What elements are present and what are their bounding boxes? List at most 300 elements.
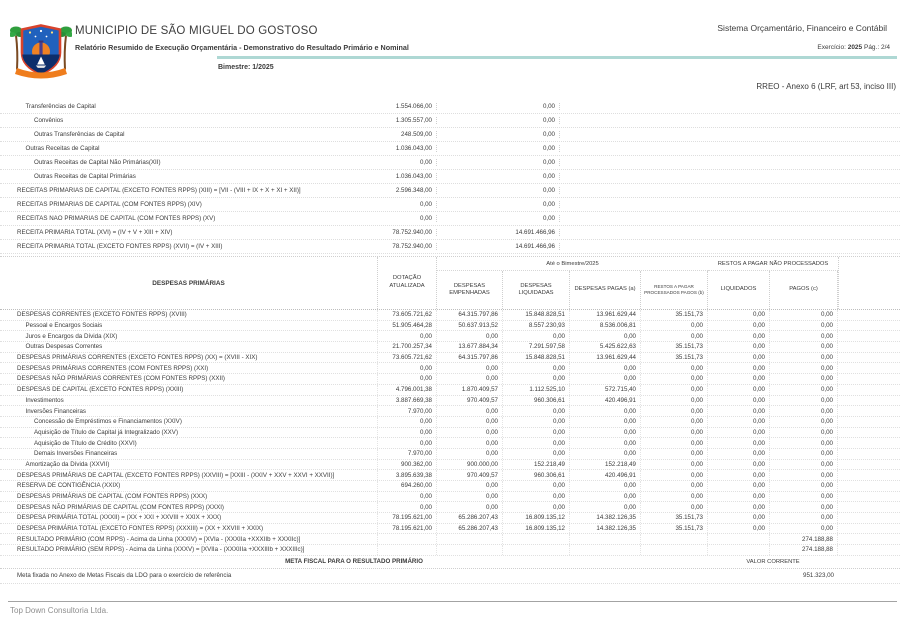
row-label: Convênios xyxy=(34,117,64,124)
meta-row-value: 951.323,00 xyxy=(803,572,834,580)
cell-restos-processados: 0,00 xyxy=(641,492,708,502)
cell-pagos: 0,00 xyxy=(770,417,838,427)
cell-empenhadas: 50.637.913,52 xyxy=(437,321,503,331)
row-spacer xyxy=(838,524,900,534)
cell-empenhadas: 0,00 xyxy=(437,363,503,373)
cell-empenhadas: 0,00 xyxy=(437,374,503,384)
cell-liquidados xyxy=(708,545,770,555)
cell-dotacao: 3.887.669,38 xyxy=(378,396,437,406)
table-row xyxy=(0,545,900,556)
cell-liquidadas: 0,00 xyxy=(503,492,570,502)
cell-dotacao: 1.036.043,00 xyxy=(317,145,437,152)
cell-empenhadas: 0,00 xyxy=(437,417,503,427)
table-row xyxy=(0,240,900,254)
cell-liquidadas: 0,00 xyxy=(503,428,570,438)
table-row xyxy=(0,114,900,128)
meta-fiscal-header xyxy=(0,556,900,569)
cell-dotacao: 0,00 xyxy=(317,215,437,222)
report-body xyxy=(0,100,900,584)
row-spacer xyxy=(838,310,900,320)
cell-ate-bimestre: 0,00 xyxy=(437,201,560,208)
cell-liquidadas: 0,00 xyxy=(503,331,570,341)
cell-restos-processados xyxy=(641,545,708,555)
cell-liquidados: 0,00 xyxy=(708,385,770,395)
cell-pagas: 8.536.006,81 xyxy=(570,321,641,331)
table-row xyxy=(0,353,900,364)
cell-dotacao: 248.509,00 xyxy=(317,131,437,138)
row-label: DESPESAS NÃO PRIMÁRIAS DE CAPITAL (COM FONTES RPPS) (XXXI) xyxy=(0,502,378,512)
cell-pagas: 0,00 xyxy=(570,481,641,491)
cell-ate-bimestre: 14.691.466,96 xyxy=(437,229,560,236)
row-spacer xyxy=(838,363,900,373)
exercise-page-label xyxy=(817,44,890,51)
group-title-bimestre: Até o Bimestre/2025 xyxy=(437,257,708,271)
cell-restos-processados: 0,00 xyxy=(641,481,708,491)
cell-pagas: 14.382.126,35 xyxy=(570,524,641,534)
cell-empenhadas: 970.409,57 xyxy=(437,396,503,406)
page-title: MUNICIPIO DE SÃO MIGUEL DO GOSTOSO xyxy=(75,25,318,37)
table-row xyxy=(0,481,900,492)
cell-pagos: 0,00 xyxy=(770,502,838,512)
cell-dotacao: 1.305.557,00 xyxy=(317,117,437,124)
cell-dotacao: 51.905.464,28 xyxy=(378,321,437,331)
row-spacer xyxy=(838,353,900,363)
column-header-restos-processados: RESTOS A PAGAR PROCESSADOS PAGOS (b) xyxy=(641,271,708,309)
cell-dotacao: 1.554.066,00 xyxy=(317,103,437,110)
row-spacer xyxy=(838,406,900,416)
cell-dotacao: 7.970,00 xyxy=(378,406,437,416)
cell-liquidadas: 0,00 xyxy=(503,502,570,512)
cell-pagas: 420.496,91 xyxy=(570,470,641,480)
despesas-title: DESPESAS PRIMÁRIAS xyxy=(0,257,378,309)
cell-pagos: 0,00 xyxy=(770,492,838,502)
cell-restos-processados: 0,00 xyxy=(641,396,708,406)
bimester-label: Bimestre: 1/2025 xyxy=(218,64,274,71)
cell-pagas: 0,00 xyxy=(570,331,641,341)
cell-liquidadas: 0,00 xyxy=(503,406,570,416)
row-label: Pessoal e Encargos Sociais xyxy=(0,321,378,331)
cell-dotacao: 0,00 xyxy=(378,438,437,448)
cell-restos-processados: 35.151,73 xyxy=(641,524,708,534)
cell-pagas: 152.218,49 xyxy=(570,460,641,470)
cell-liquidadas: 960.306,61 xyxy=(503,396,570,406)
row-label: RECEITAS NÃO PRIMÁRIAS DE CAPITAL (COM FONTES RPPS) (XV) xyxy=(17,215,216,222)
exercise-value: 2025 xyxy=(847,44,863,51)
table-row xyxy=(0,198,900,212)
row-label: DESPESA PRIMÁRIA TOTAL (EXCETO FONTES RPPS) (XXXIII) = (XX + XXVIII + XXIX) xyxy=(0,524,378,534)
row-spacer xyxy=(838,502,900,512)
row-spacer xyxy=(838,513,900,523)
cell-restos-processados: 35.151,73 xyxy=(641,342,708,352)
cell-dotacao: 0,00 xyxy=(378,417,437,427)
row-label: RECEITAS PRIMÁRIAS DE CAPITAL (COM FONTES RPPS) (XIV) xyxy=(17,201,202,208)
cell-pagos: 0,00 xyxy=(770,396,838,406)
cell-dotacao: 2.596.348,00 xyxy=(317,187,437,194)
cell-liquidados: 0,00 xyxy=(708,374,770,384)
row-label: Concessão de Empréstimos e Financiamentos (XXIV) xyxy=(0,417,378,427)
table-row xyxy=(0,226,900,240)
cell-pagas xyxy=(570,534,641,544)
row-spacer xyxy=(838,342,900,352)
cell-pagos: 0,00 xyxy=(770,385,838,395)
cell-dotacao: 0,00 xyxy=(317,159,437,166)
cell-liquidados: 0,00 xyxy=(708,438,770,448)
table-row xyxy=(0,156,900,170)
cell-empenhadas: 64.315.797,86 xyxy=(437,353,503,363)
exercise-label: Exercício: xyxy=(817,44,848,51)
table-row xyxy=(0,460,900,471)
cell-liquidadas: 0,00 xyxy=(503,449,570,459)
cell-pagos: 0,00 xyxy=(770,438,838,448)
cell-dotacao: 73.605.721,62 xyxy=(378,310,437,320)
cell-liquidados: 0,00 xyxy=(708,342,770,352)
cell-liquidadas: 0,00 xyxy=(503,374,570,384)
table-row xyxy=(0,417,900,428)
cell-restos-processados: 0,00 xyxy=(641,331,708,341)
cell-dotacao: 0,00 xyxy=(378,363,437,373)
cell-pagas: 5.425.622,63 xyxy=(570,342,641,352)
cell-dotacao: 78.752.940,00 xyxy=(317,229,437,236)
cell-restos-processados xyxy=(641,534,708,544)
cell-restos-processados: 0,00 xyxy=(641,385,708,395)
table-row xyxy=(0,128,900,142)
cell-liquidadas: 0,00 xyxy=(503,438,570,448)
cell-dotacao: 78.752.940,00 xyxy=(317,243,437,250)
column-header-pagas: DESPESAS PAGAS (a) xyxy=(570,271,641,309)
cell-ate-bimestre: 0,00 xyxy=(437,159,560,166)
meta-row-label: Meta fixada no Anexo de Metas Fiscais da LDO para o exercício de referência xyxy=(17,572,232,580)
row-label: DESPESAS PRIMÁRIAS CORRENTES (COM FONTES RPPS) (XXI) xyxy=(0,363,378,373)
cell-dotacao: 0,00 xyxy=(317,201,437,208)
cell-dotacao: 900.362,00 xyxy=(378,460,437,470)
cell-liquidadas: 0,00 xyxy=(503,417,570,427)
table-row xyxy=(0,449,900,460)
cell-liquidados: 0,00 xyxy=(708,492,770,502)
cell-ate-bimestre: 0,00 xyxy=(437,103,560,110)
cell-liquidadas: 0,00 xyxy=(503,363,570,373)
cell-pagos: 0,00 xyxy=(770,406,838,416)
cell-pagas: 0,00 xyxy=(570,374,641,384)
table-row xyxy=(0,212,900,226)
cell-pagas: 0,00 xyxy=(570,438,641,448)
row-spacer xyxy=(838,417,900,427)
cell-pagas: 0,00 xyxy=(570,417,641,427)
row-label: DESPESAS PRIMÁRIAS DE CAPITAL (COM FONTES RPPS) (XXX) xyxy=(0,492,378,502)
cell-restos-processados: 0,00 xyxy=(641,363,708,373)
cell-pagas: 0,00 xyxy=(570,406,641,416)
row-label: RECEITA PRIMÁRIA TOTAL (EXCETO FONTES RPPS) (XVII) = (IV + XIII) xyxy=(17,243,223,250)
row-label: DESPESAS DE CAPITAL (EXCETO FONTES RPPS) (XXIII) xyxy=(0,385,378,395)
cell-liquidados: 0,00 xyxy=(708,481,770,491)
row-spacer xyxy=(838,449,900,459)
cell-pagos: 0,00 xyxy=(770,449,838,459)
report-subtitle: Relatório Resumido de Execução Orçamentária - Demonstrativo do Resultado Primário e Nominal xyxy=(75,43,409,52)
row-label: Outras Receitas de Capital xyxy=(25,145,100,152)
cell-liquidados: 0,00 xyxy=(708,502,770,512)
cell-ate-bimestre: 0,00 xyxy=(437,117,560,124)
row-label: DESPESAS PRIMÁRIAS DE CAPITAL (EXCETO FONTES RPPS) (XXVIII) = [XXIII - (XXIV + XXV + XXVI + XXVII)] xyxy=(0,470,378,480)
cell-restos-processados: 0,00 xyxy=(641,502,708,512)
cell-liquidadas: 8.557.230,93 xyxy=(503,321,570,331)
row-label: Outras Transferências de Capital xyxy=(34,131,125,138)
cell-empenhadas: 1.870.409,57 xyxy=(437,385,503,395)
despesas-table-header xyxy=(0,256,900,310)
row-label: RECEITA PRIMÁRIA TOTAL (XVI) = (IV + V + XIII + XIV) xyxy=(17,229,173,236)
cell-empenhadas: 0,00 xyxy=(437,449,503,459)
cell-pagas: 13.961.629,44 xyxy=(570,310,641,320)
table-row xyxy=(0,513,900,524)
cell-pagos: 0,00 xyxy=(770,310,838,320)
cell-pagos: 0,00 xyxy=(770,470,838,480)
row-spacer xyxy=(838,321,900,331)
cell-empenhadas: 970.409,57 xyxy=(437,470,503,480)
row-label: Amortização da Dívida (XXVII) xyxy=(0,460,378,470)
table-row xyxy=(0,492,900,503)
cell-empenhadas xyxy=(437,545,503,555)
row-label: RESULTADO PRIMÁRIO (COM RPPS) - Acima da Linha (XXXIV) = [XVIa - (XXXIIa +XXXIIb + XXXIIc)] xyxy=(0,534,378,544)
cell-empenhadas: 13.677.884,34 xyxy=(437,342,503,352)
group-title-restos: RESTOS A PAGAR NÃO PROCESSADOS xyxy=(708,257,838,271)
cell-pagos: 0,00 xyxy=(770,524,838,534)
cell-liquidados: 0,00 xyxy=(708,310,770,320)
cell-ate-bimestre: 0,00 xyxy=(437,215,560,222)
cell-liquidados: 0,00 xyxy=(708,331,770,341)
cell-dotacao: 78.195.621,00 xyxy=(378,513,437,523)
table-row xyxy=(0,524,900,535)
cell-dotacao: 0,00 xyxy=(378,502,437,512)
cell-dotacao: 3.895.639,38 xyxy=(378,470,437,480)
table-row xyxy=(0,502,900,513)
row-spacer xyxy=(838,374,900,384)
cell-pagos: 0,00 xyxy=(770,374,838,384)
cell-liquidadas: 16.809.135,12 xyxy=(503,513,570,523)
cell-liquidados: 0,00 xyxy=(708,321,770,331)
cell-liquidados: 0,00 xyxy=(708,428,770,438)
column-header-liquidadas: DESPESAS LIQUIDADAS xyxy=(503,271,570,309)
cell-pagas: 0,00 xyxy=(570,428,641,438)
table-row xyxy=(0,374,900,385)
header-divider xyxy=(217,56,897,59)
row-label: DESPESAS CORRENTES (EXCETO FONTES RPPS) (XVIII) xyxy=(0,310,378,320)
table-row xyxy=(0,331,900,342)
cell-restos-processados: 35.151,73 xyxy=(641,310,708,320)
row-label: DESPESAS PRIMÁRIAS CORRENTES (EXCETO FONTES RPPS) (XX) = (XVIII - XIX) xyxy=(0,353,378,363)
cell-dotacao: 694.260,00 xyxy=(378,481,437,491)
row-label: Outras Receitas de Capital Primárias xyxy=(34,173,136,180)
cell-empenhadas: 900.000,00 xyxy=(437,460,503,470)
table-row xyxy=(0,321,900,332)
cell-pagos: 0,00 xyxy=(770,428,838,438)
cell-pagos: 0,00 xyxy=(770,321,838,331)
cell-liquidados: 0,00 xyxy=(708,524,770,534)
column-header-liquidados: LIQUIDADOS xyxy=(708,271,770,309)
row-label: Inversões Financeiras xyxy=(0,406,378,416)
cell-liquidados: 0,00 xyxy=(708,460,770,470)
cell-pagas: 420.496,91 xyxy=(570,396,641,406)
column-group-bimestre xyxy=(437,257,708,309)
cell-restos-processados: 35.151,73 xyxy=(641,353,708,363)
row-label: Investimentos xyxy=(0,396,378,406)
row-label: Transferências de Capital xyxy=(25,103,96,110)
cell-ate-bimestre: 0,00 xyxy=(437,145,560,152)
cell-ate-bimestre: 0,00 xyxy=(437,131,560,138)
cell-pagas: 0,00 xyxy=(570,363,641,373)
cell-empenhadas: 0,00 xyxy=(437,438,503,448)
cell-empenhadas: 64.315.797,86 xyxy=(437,310,503,320)
cell-pagas: 0,00 xyxy=(570,492,641,502)
row-label: Outras Receitas de Capital Não Primárias(XII) xyxy=(34,159,161,166)
cell-pagos: 274.188,88 xyxy=(770,545,838,555)
cell-liquidados: 0,00 xyxy=(708,353,770,363)
cell-empenhadas: 0,00 xyxy=(437,492,503,502)
table-row xyxy=(0,438,900,449)
row-spacer xyxy=(838,460,900,470)
cell-ate-bimestre: 0,00 xyxy=(437,173,560,180)
cell-pagas: 0,00 xyxy=(570,449,641,459)
cell-liquidadas: 1.112.525,10 xyxy=(503,385,570,395)
cell-pagas: 0,00 xyxy=(570,502,641,512)
row-spacer xyxy=(838,438,900,448)
table-row xyxy=(0,428,900,439)
column-header-pagos: PAGOS (c) xyxy=(770,271,838,309)
valor-corrente-label: VALOR CORRENTE xyxy=(746,558,800,565)
table-row xyxy=(0,406,900,417)
cell-restos-processados: 0,00 xyxy=(641,406,708,416)
cell-ate-bimestre: 0,00 xyxy=(437,187,560,194)
cell-liquidadas: 16.809.135,12 xyxy=(503,524,570,534)
cell-liquidadas xyxy=(503,534,570,544)
cell-liquidados: 0,00 xyxy=(708,363,770,373)
cell-pagas: 13.961.629,44 xyxy=(570,353,641,363)
cell-empenhadas: 65.286.207,43 xyxy=(437,513,503,523)
cell-empenhadas: 0,00 xyxy=(437,481,503,491)
cell-pagos: 0,00 xyxy=(770,513,838,523)
cell-liquidados: 0,00 xyxy=(708,396,770,406)
cell-liquidadas: 0,00 xyxy=(503,481,570,491)
row-spacer xyxy=(838,481,900,491)
cell-dotacao: 73.605.721,62 xyxy=(378,353,437,363)
cell-empenhadas: 0,00 xyxy=(437,428,503,438)
cell-pagos: 274.188,88 xyxy=(770,534,838,544)
cell-empenhadas: 0,00 xyxy=(437,502,503,512)
cell-pagos: 0,00 xyxy=(770,342,838,352)
cell-restos-processados: 35.151,73 xyxy=(641,513,708,523)
cell-ate-bimestre: 14.691.466,96 xyxy=(437,243,560,250)
row-label: RESERVA DE CONTIGÊNCIA (XXIX) xyxy=(0,481,378,491)
cell-restos-processados: 0,00 xyxy=(641,470,708,480)
row-spacer xyxy=(838,428,900,438)
cell-dotacao: 4.796.001,38 xyxy=(378,385,437,395)
cell-dotacao: 1.036.043,00 xyxy=(317,173,437,180)
cell-dotacao: 0,00 xyxy=(378,492,437,502)
cell-restos-processados: 0,00 xyxy=(641,438,708,448)
row-label: RESULTADO PRIMÁRIO (SEM RPPS) - Acima da Linha (XXXV) = [XVIIa - (XXXIIIa +XXXIIIb + XXXIIIc)] xyxy=(0,545,378,555)
row-spacer xyxy=(838,470,900,480)
cell-pagas: 14.382.126,35 xyxy=(570,513,641,523)
receitas-table xyxy=(0,100,900,254)
table-row xyxy=(0,142,900,156)
row-spacer xyxy=(838,545,900,555)
cell-empenhadas xyxy=(437,534,503,544)
row-spacer xyxy=(838,331,900,341)
footer-divider xyxy=(8,601,897,602)
cell-pagos: 0,00 xyxy=(770,331,838,341)
cell-liquidados: 0,00 xyxy=(708,470,770,480)
despesas-table xyxy=(0,310,900,556)
cell-restos-processados: 0,00 xyxy=(641,374,708,384)
column-header-empenhadas: DESPESAS EMPENHADAS xyxy=(437,271,503,309)
meta-fiscal-title: META FISCAL PARA O RESULTADO PRIMÁRIO xyxy=(285,558,423,566)
cell-pagos: 0,00 xyxy=(770,353,838,363)
cell-pagas: 572.715,40 xyxy=(570,385,641,395)
cell-liquidadas: 15.848.828,51 xyxy=(503,353,570,363)
row-label: Juros e Encargos da Dívida (XIX) xyxy=(0,331,378,341)
cell-dotacao: 0,00 xyxy=(378,374,437,384)
cell-restos-processados: 0,00 xyxy=(641,428,708,438)
cell-dotacao: 0,00 xyxy=(378,428,437,438)
table-row xyxy=(0,385,900,396)
cell-empenhadas: 0,00 xyxy=(437,406,503,416)
cell-pagas xyxy=(570,545,641,555)
column-header-dotacao: DOTAÇÃO ATUALIZADA xyxy=(378,257,437,309)
cell-liquidadas: 7.291.597,58 xyxy=(503,342,570,352)
annex-label: RREO - Anexo 6 (LRF, art 53, inciso III) xyxy=(756,82,896,91)
cell-empenhadas: 0,00 xyxy=(437,331,503,341)
cell-empenhadas: 65.286.207,43 xyxy=(437,524,503,534)
cell-liquidadas: 152.218,49 xyxy=(503,460,570,470)
cell-dotacao: 7.970,00 xyxy=(378,449,437,459)
row-label: DESPESA PRIMÁRIA TOTAL (XXXII) = (XX + XXI + XXVIII + XXIX + XXX) xyxy=(0,513,378,523)
cell-restos-processados: 0,00 xyxy=(641,449,708,459)
cell-liquidados: 0,00 xyxy=(708,417,770,427)
row-label: Aquisição de Título de Crédito (XXVI) xyxy=(0,438,378,448)
cell-pagos: 0,00 xyxy=(770,481,838,491)
cell-restos-processados: 0,00 xyxy=(641,417,708,427)
cell-dotacao: 0,00 xyxy=(378,331,437,341)
system-name: Sistema Orçamentário, Financeiro e Contábil xyxy=(717,23,887,33)
cell-liquidados xyxy=(708,534,770,544)
page-number: Pág.: 2/4 xyxy=(862,44,890,51)
cell-restos-processados: 0,00 xyxy=(641,321,708,331)
table-row xyxy=(0,534,900,545)
table-row xyxy=(0,396,900,407)
row-label: Demais Inversões Financeiras xyxy=(0,449,378,459)
table-row xyxy=(0,100,900,114)
cell-liquidadas xyxy=(503,545,570,555)
cell-liquidadas: 960.306,61 xyxy=(503,470,570,480)
cell-dotacao: 21.700.257,34 xyxy=(378,342,437,352)
cell-liquidados: 0,00 xyxy=(708,513,770,523)
row-label: DESPESAS NÃO PRIMÁRIAS CORRENTES (COM FONTES RPPS) (XXII) xyxy=(0,374,378,384)
cell-dotacao: 78.195.621,00 xyxy=(378,524,437,534)
footer-company: Top Down Consultoria Ltda. xyxy=(10,606,109,615)
row-label: RECEITAS PRIMÁRIAS DE CAPITAL (EXCETO FONTES RPPS) (XIII) = [VII - (VIII + IX + X + XI + XII)] xyxy=(17,187,301,194)
cell-dotacao xyxy=(378,534,437,544)
row-label: Outras Despesas Correntes xyxy=(0,342,378,352)
cell-dotacao xyxy=(378,545,437,555)
table-row xyxy=(0,470,900,481)
row-spacer xyxy=(838,492,900,502)
cell-restos-processados: 0,00 xyxy=(641,460,708,470)
row-spacer xyxy=(838,396,900,406)
table-row xyxy=(0,363,900,374)
cell-liquidados: 0,00 xyxy=(708,449,770,459)
table-row xyxy=(0,342,900,353)
cell-pagos: 0,00 xyxy=(770,363,838,373)
municipality-crest-logo xyxy=(10,21,72,80)
table-row xyxy=(0,184,900,198)
column-group-restos-nao-processados xyxy=(708,257,839,309)
